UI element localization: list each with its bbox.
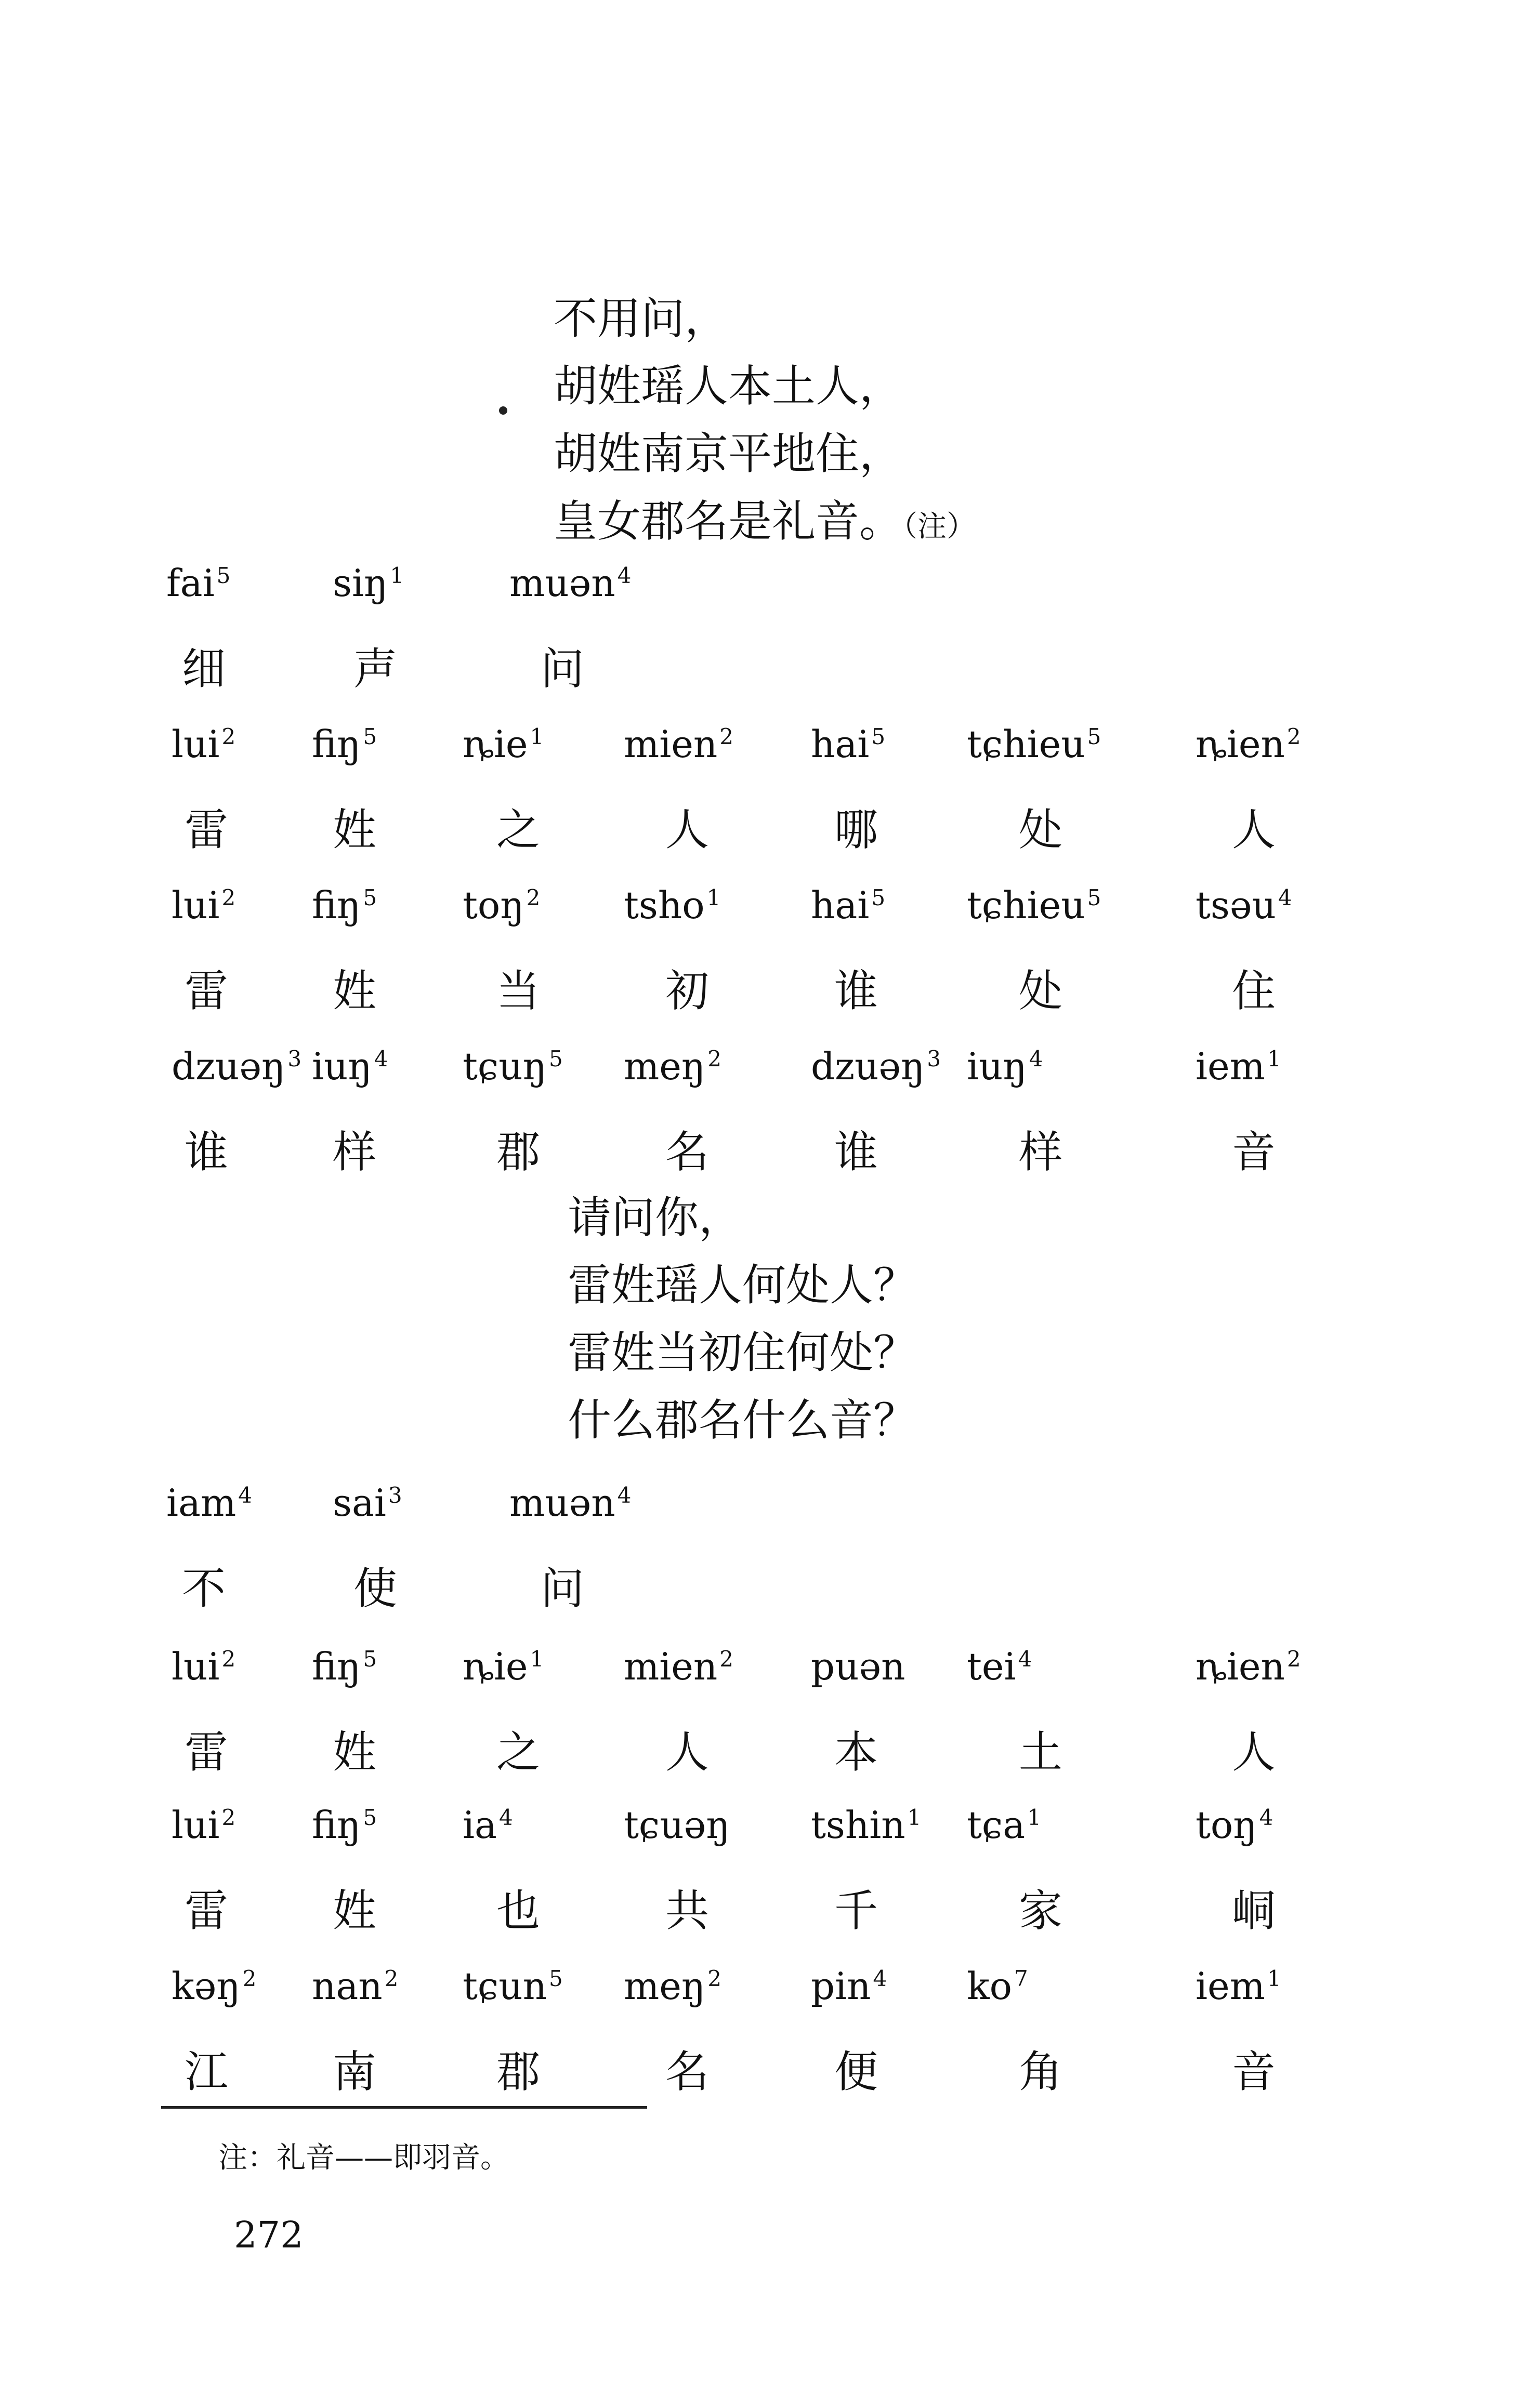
romanization-word xyxy=(463,1964,563,2008)
romanization-word xyxy=(1196,1803,1273,1847)
tone-number: 4 xyxy=(617,1483,632,1508)
romanization-word xyxy=(312,1044,388,1088)
romanization-syllable: fiŋ xyxy=(312,1645,361,1688)
chinese-character: 样 xyxy=(1019,1127,1063,1177)
chinese-character: 郡 xyxy=(496,1127,541,1177)
interlinear-row xyxy=(0,722,1536,889)
romanization-word xyxy=(463,1803,513,1847)
tone-number: 1 xyxy=(530,1646,544,1672)
verse-line: 雷姓瑶人何处人？ xyxy=(568,1260,917,1311)
romanization-syllable: fiŋ xyxy=(312,883,361,927)
tone-number: 3 xyxy=(388,1483,402,1508)
romanization-syllable: tsho xyxy=(624,883,705,927)
chinese-character: 问 xyxy=(541,643,585,694)
page-number: 272 xyxy=(234,2214,304,2256)
tone-number: 2 xyxy=(526,885,541,910)
chinese-character: 名 xyxy=(665,2046,710,2097)
romanization-syllable: kəŋ xyxy=(172,1964,241,2008)
romanization-word xyxy=(1196,883,1292,927)
romanization-word xyxy=(463,722,544,766)
romanization-word xyxy=(967,1803,1041,1847)
romanization-word xyxy=(172,883,235,927)
tone-number: 2 xyxy=(1286,1646,1301,1672)
tone-number: 3 xyxy=(287,1046,302,1071)
note-mark: （注） xyxy=(903,510,976,544)
tone-number: 1 xyxy=(530,724,544,749)
romanization-syllable: fiŋ xyxy=(312,1803,361,1847)
romanization-word xyxy=(1196,1044,1281,1088)
tone-number: 2 xyxy=(221,724,236,749)
chinese-character: 人 xyxy=(1232,1727,1276,1778)
romanization-word xyxy=(509,1481,631,1525)
chinese-character: 谁 xyxy=(834,1127,878,1177)
romanization-syllable: mien xyxy=(624,722,718,766)
romanization-syllable: lui xyxy=(172,1803,220,1847)
romanization-syllable: fiŋ xyxy=(312,722,361,766)
chinese-character: 雷 xyxy=(185,1885,229,1936)
romanization-syllable: hai xyxy=(811,722,870,766)
romanization-syllable: toŋ xyxy=(463,883,524,927)
romanization-syllable: iuŋ xyxy=(967,1044,1027,1088)
romanization-syllable: ȵie xyxy=(463,1645,528,1688)
chinese-character: 处 xyxy=(1019,804,1063,855)
chinese-character: 雷 xyxy=(185,965,229,1016)
verse-line-text: 皇女郡名是礼音。 xyxy=(554,496,903,547)
tone-number: 4 xyxy=(617,563,632,588)
romanization-word xyxy=(624,1964,721,2008)
chinese-character: 峒 xyxy=(1232,1885,1276,1936)
chinese-character: 处 xyxy=(1019,965,1063,1016)
romanization-syllable: lui xyxy=(172,883,220,927)
romanization-syllable: tei xyxy=(967,1645,1016,1688)
tone-number: 1 xyxy=(1027,1805,1041,1830)
chinese-character: 南 xyxy=(333,2046,377,2097)
footnote-rule xyxy=(161,2106,647,2109)
romanization-word xyxy=(624,722,733,766)
romanization-syllable: muən xyxy=(509,1481,615,1525)
romanization-word xyxy=(166,561,230,605)
romanization-word xyxy=(172,1044,301,1088)
romanization-word xyxy=(172,722,235,766)
romanization-syllable: siŋ xyxy=(333,561,388,605)
chinese-character: 姓 xyxy=(333,1727,377,1778)
romanization-syllable: meŋ xyxy=(624,1964,706,2008)
chinese-character: 角 xyxy=(1019,2046,1063,2097)
romanization-word xyxy=(624,883,720,927)
romanization-syllable: ko xyxy=(967,1964,1012,2008)
romanization-word xyxy=(624,1044,721,1088)
chinese-character: 使 xyxy=(353,1563,398,1614)
interlinear-row xyxy=(0,561,1536,727)
tone-number: 7 xyxy=(1014,1966,1028,1991)
verse-block-1 xyxy=(554,285,976,561)
romanization-word xyxy=(1196,722,1301,766)
romanization-syllable: toŋ xyxy=(1196,1803,1257,1847)
romanization-syllable: meŋ xyxy=(624,1044,706,1088)
tone-number: 4 xyxy=(374,1046,388,1071)
chinese-character: 家 xyxy=(1019,1885,1063,1936)
tone-number: 4 xyxy=(498,1805,513,1830)
romanization-word xyxy=(624,1803,730,1847)
romanization-word xyxy=(333,1481,402,1525)
chinese-character: 样 xyxy=(333,1127,377,1177)
chinese-character: 郡 xyxy=(496,2046,541,2097)
romanization-word xyxy=(811,1044,941,1088)
romanization-word xyxy=(166,1481,252,1525)
verse-line: 不用问， xyxy=(554,293,729,344)
chinese-character: 住 xyxy=(1232,965,1276,1016)
tone-number: 4 xyxy=(1278,885,1292,910)
tone-number: 2 xyxy=(707,1046,721,1071)
verse-line: 请问你， xyxy=(568,1192,743,1243)
romanization-word xyxy=(333,561,404,605)
romanization-word xyxy=(312,1645,377,1688)
tone-number: 5 xyxy=(1087,724,1101,749)
interlinear-row xyxy=(0,1964,1536,2131)
tone-number: 2 xyxy=(719,724,734,749)
interlinear-row xyxy=(0,1803,1536,1969)
verse-line: 什么郡名什么音？ xyxy=(568,1395,917,1446)
romanization-word xyxy=(967,722,1101,766)
tone-number: 2 xyxy=(707,1966,721,1991)
romanization-word xyxy=(463,1645,544,1688)
tone-number: 2 xyxy=(221,1805,236,1830)
romanization-word xyxy=(967,1044,1043,1088)
tone-number: 5 xyxy=(363,724,377,749)
romanization-word xyxy=(811,1645,905,1688)
romanization-syllable: ȵien xyxy=(1196,1645,1285,1688)
verse-line: 胡姓南京平地住， xyxy=(554,428,903,479)
romanization-syllable: dzuəŋ xyxy=(172,1044,286,1088)
tone-number: 4 xyxy=(873,1966,887,1991)
romanization-word xyxy=(463,883,540,927)
chinese-character: 人 xyxy=(665,1727,710,1778)
tone-number: 4 xyxy=(1018,1646,1032,1672)
tone-number: 5 xyxy=(363,885,377,910)
romanization-syllable: tɕa xyxy=(967,1803,1026,1847)
chinese-character: 人 xyxy=(665,804,710,855)
tone-number: 5 xyxy=(871,724,886,749)
romanization-syllable: pin xyxy=(811,1964,871,2008)
romanization-syllable: puən xyxy=(811,1645,905,1688)
romanization-word xyxy=(624,1645,733,1688)
romanization-word xyxy=(811,883,885,927)
romanization-syllable: tɕuəŋ xyxy=(624,1803,730,1847)
chinese-character: 之 xyxy=(496,804,541,855)
romanization-syllable: fai xyxy=(166,561,215,605)
romanization-word xyxy=(1196,1645,1301,1688)
chinese-character: 人 xyxy=(1232,804,1276,855)
romanization-syllable: ia xyxy=(463,1803,497,1847)
verse-line xyxy=(554,487,976,561)
tone-number: 1 xyxy=(706,885,721,910)
chinese-character: 便 xyxy=(834,2046,878,2097)
romanization-word xyxy=(172,1645,235,1688)
romanization-word xyxy=(312,1803,377,1847)
tone-number: 4 xyxy=(1259,1805,1274,1830)
chinese-character: 音 xyxy=(1232,1127,1276,1177)
romanization-syllable: ȵien xyxy=(1196,722,1285,766)
tone-number: 2 xyxy=(384,1966,399,1991)
tone-number: 1 xyxy=(907,1805,922,1830)
romanization-word xyxy=(312,883,377,927)
chinese-character: 土 xyxy=(1019,1727,1063,1778)
chinese-character: 音 xyxy=(1232,2046,1276,2097)
verse-line: 胡姓瑶人本土人， xyxy=(554,361,903,412)
romanization-syllable: iem xyxy=(1196,1044,1265,1088)
romanization-syllable: tɕun xyxy=(463,1964,547,2008)
chinese-character: 本 xyxy=(834,1727,878,1778)
verse-line: 雷姓当初住何处？ xyxy=(568,1327,917,1378)
tone-number: 2 xyxy=(242,1966,257,1991)
chinese-character: 雷 xyxy=(185,1727,229,1778)
chinese-character: 千 xyxy=(834,1885,878,1936)
romanization-syllable: iem xyxy=(1196,1964,1265,2008)
chinese-character: 谁 xyxy=(185,1127,229,1177)
romanization-syllable: dzuəŋ xyxy=(811,1044,925,1088)
tone-number: 5 xyxy=(549,1966,563,1991)
romanization-syllable: hai xyxy=(811,883,870,927)
tone-number: 2 xyxy=(719,1646,734,1672)
romanization-word xyxy=(172,1964,256,2008)
romanization-syllable: iam xyxy=(166,1481,237,1525)
romanization-syllable: iuŋ xyxy=(312,1044,372,1088)
chinese-character: 之 xyxy=(496,1727,541,1778)
tone-number: 2 xyxy=(221,885,236,910)
romanization-syllable: sai xyxy=(333,1481,386,1525)
romanization-word xyxy=(509,561,631,605)
chinese-character: 初 xyxy=(665,965,710,1016)
interlinear-row xyxy=(0,883,1536,1050)
ink-dot xyxy=(499,406,507,415)
chinese-character: 哪 xyxy=(834,804,878,855)
interlinear-row xyxy=(0,1481,1536,1647)
tone-number: 4 xyxy=(238,1483,252,1508)
romanization-syllable: nan xyxy=(312,1964,383,2008)
tone-number: 1 xyxy=(1267,1046,1281,1071)
romanization-word xyxy=(967,1645,1032,1688)
romanization-syllable: muən xyxy=(509,561,615,605)
chinese-character: 姓 xyxy=(333,965,377,1016)
tone-number: 2 xyxy=(221,1646,236,1672)
chinese-character: 问 xyxy=(541,1563,585,1614)
verse-block-2 xyxy=(568,1184,917,1454)
tone-number: 5 xyxy=(549,1046,563,1071)
romanization-syllable: lui xyxy=(172,722,220,766)
chinese-character: 共 xyxy=(665,1885,710,1936)
romanization-syllable: tɕhieu xyxy=(967,883,1085,927)
romanization-syllable: tshin xyxy=(811,1803,905,1847)
romanization-word xyxy=(967,883,1101,927)
tone-number: 5 xyxy=(871,885,886,910)
romanization-syllable: ȵie xyxy=(463,722,528,766)
romanization-word xyxy=(811,1964,887,2008)
romanization-word xyxy=(811,722,885,766)
chinese-character: 声 xyxy=(353,643,398,694)
romanization-syllable: lui xyxy=(172,1645,220,1688)
romanization-word xyxy=(1196,1964,1281,2008)
chinese-character: 不 xyxy=(182,1563,226,1614)
chinese-character: 雷 xyxy=(185,804,229,855)
footnote: 注：礼音——即羽音。 xyxy=(218,2141,509,2175)
tone-number: 1 xyxy=(390,563,404,588)
romanization-word xyxy=(312,1964,398,2008)
romanization-word xyxy=(811,1803,921,1847)
tone-number: 5 xyxy=(216,563,231,588)
romanization-word xyxy=(967,1964,1028,2008)
romanization-syllable: mien xyxy=(624,1645,718,1688)
chinese-character: 也 xyxy=(496,1885,541,1936)
tone-number: 5 xyxy=(1087,885,1101,910)
romanization-word xyxy=(463,1044,563,1088)
romanization-word xyxy=(312,722,377,766)
chinese-character: 谁 xyxy=(834,965,878,1016)
chinese-character: 细 xyxy=(182,643,226,694)
chinese-character: 姓 xyxy=(333,804,377,855)
romanization-syllable: tsəu xyxy=(1196,883,1276,927)
tone-number: 2 xyxy=(1286,724,1301,749)
chinese-character: 江 xyxy=(185,2046,229,2097)
tone-number: 5 xyxy=(363,1805,377,1830)
tone-number: 5 xyxy=(363,1646,377,1672)
romanization-word xyxy=(172,1803,235,1847)
tone-number: 1 xyxy=(1267,1966,1281,1991)
romanization-syllable: tɕuŋ xyxy=(463,1044,547,1088)
romanization-syllable: tɕhieu xyxy=(967,722,1085,766)
chinese-character: 当 xyxy=(496,965,541,1016)
interlinear-row xyxy=(0,1645,1536,1811)
tone-number: 4 xyxy=(1029,1046,1043,1071)
chinese-character: 名 xyxy=(665,1127,710,1177)
chinese-character: 姓 xyxy=(333,1885,377,1936)
tone-number: 3 xyxy=(927,1046,941,1071)
